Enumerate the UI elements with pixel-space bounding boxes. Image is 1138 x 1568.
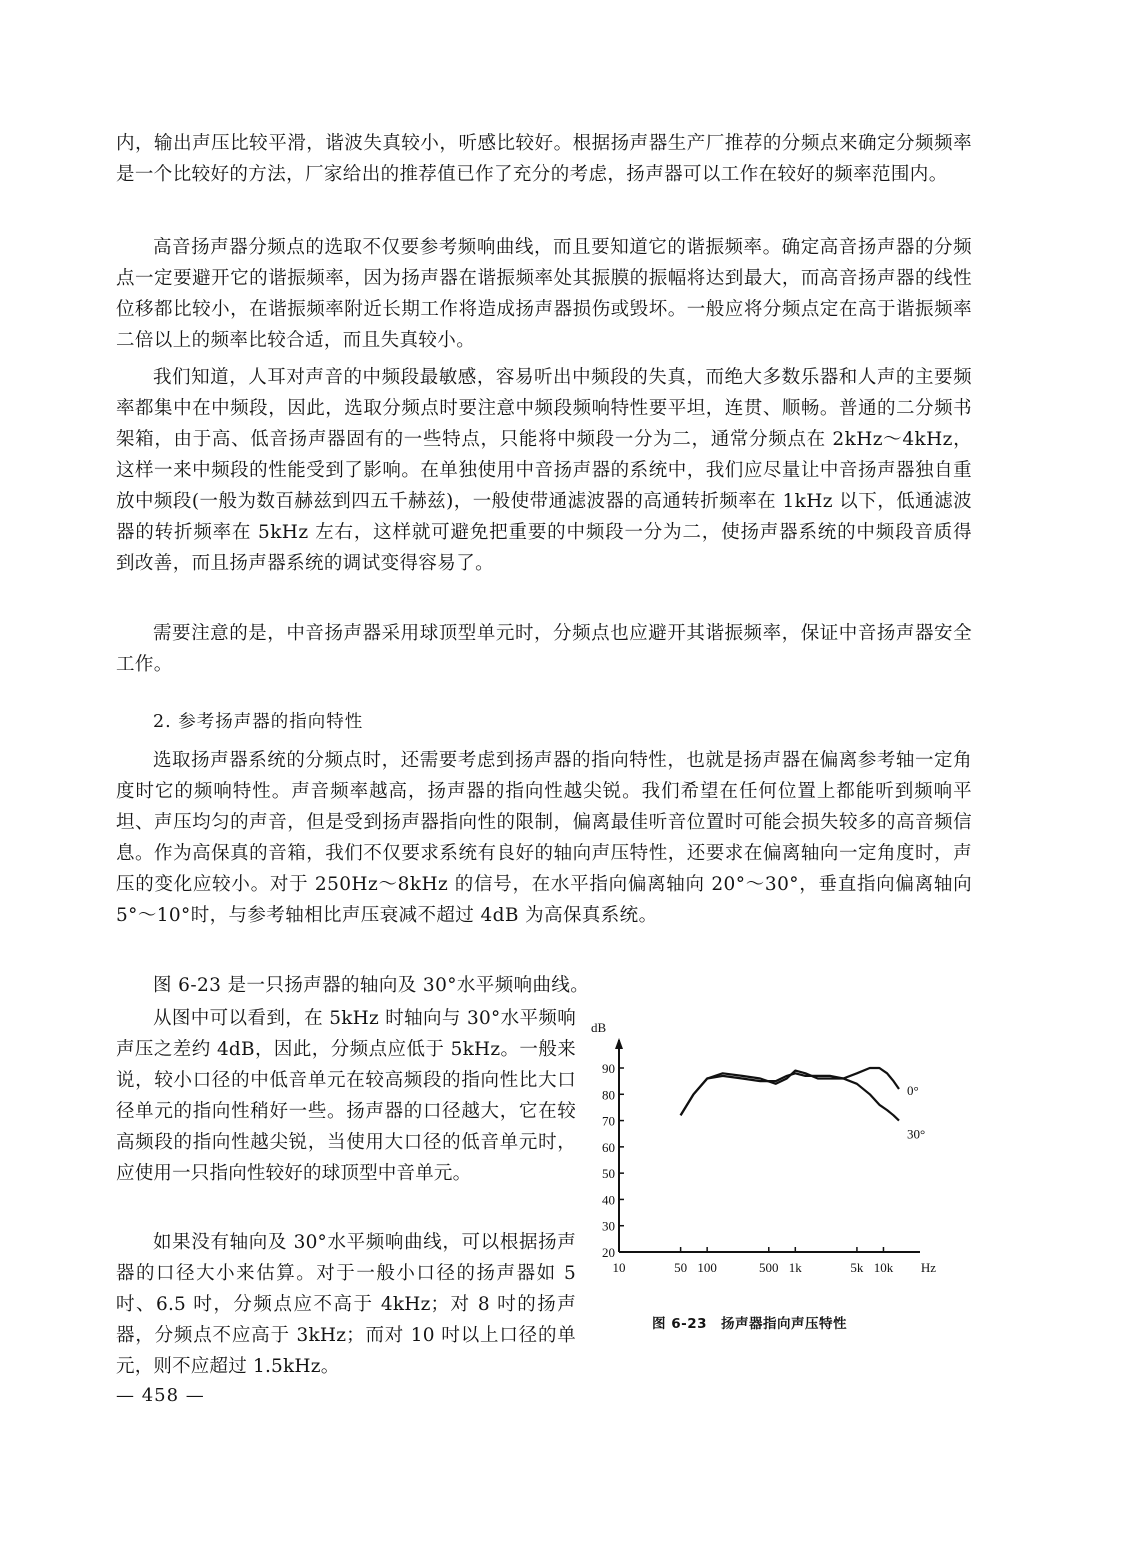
y-tick-label: 70 xyxy=(602,1113,615,1129)
directivity-chart xyxy=(590,1016,950,1296)
page-number: — 458 — xyxy=(116,1385,205,1406)
series-label-30deg: 30° xyxy=(906,1126,926,1142)
x-tick-label: 10 xyxy=(612,1260,626,1275)
chart-svg xyxy=(590,1016,950,1296)
chart-labels xyxy=(591,1020,936,1275)
x-tick-label: 100 xyxy=(697,1260,717,1275)
x-tick-label: 50 xyxy=(674,1260,688,1275)
y-tick-label: 80 xyxy=(602,1087,615,1103)
x-tick-label: 500 xyxy=(759,1260,779,1275)
y-tick-label: 20 xyxy=(602,1245,615,1260)
y-tick-label: 90 xyxy=(602,1061,615,1076)
body-paragraph-3: 我们知道，人耳对声音的中频段最敏感，容易听出中频段的失真，而绝大多数乐器和人声的主要频率都集中在中频段，因此，选取分频点时要注意中频段频响特性要平坦，连贯、顺畅。普通的二分频书架箱，由于高、低音扬声器固有的一些特点，只能将中频段一分为二，通常分频点在 2kHz～4kHz，这样一来中频段的性能受到了影响。在单独使用中音扬声器的系统中，我们应尽量让中音扬声器独自重放中频段(一般为数百赫兹到四五千赫兹)，一般使带通滤波器的高通转折频率在 1kHz 以下，低通滤波器的转折频率在 5kHz 左右，这样就可避免把重要的中频段一分为二，使扬声器系统的中频段音质得到改善，而且扬声器系统的调试变得容易了。 xyxy=(116,367,972,574)
body-paragraph-1: 内，输出声压比较平滑，谐波失真较小，听感比较好。根据扬声器生产厂推荐的分频点来确定分频频率是一个比较好的方法，厂家给出的推荐值已作了充分的考虑，扬声器可以工作在较好的频率范围内。 xyxy=(116,133,972,185)
side-paragraph-2: 如果没有轴向及 30°水平频响曲线，可以根据扬声器的口径大小来估算。对于一般小口径的扬声器如 5 吋、6.5 吋，分频点应不高于 4kHz；对 8 吋的扬声器，分频点不应高于 3kHz；而对 10 吋以上口径的单元，则不应超过 1.5kHz。 xyxy=(116,1232,576,1377)
y-axis-arrow xyxy=(615,1038,623,1049)
chart-ticks xyxy=(602,1061,894,1275)
y-axis-label: dB xyxy=(591,1020,607,1035)
x-axis-label: Hz xyxy=(920,1260,936,1275)
figure-reference-paragraph: 图 6-23 是一只扬声器的轴向及 30°水平频响曲线。 xyxy=(153,975,590,996)
side-paragraph-1: 从图中可以看到，在 5kHz 时轴向与 30°水平频响声压之差约 4dB，因此，分频点应低于 5kHz。一般来说，较小口径的中低音单元在较高频段的指向性比大口径单元的指向性稍好一些。扬声器的口径越大，它在较高频段的指向性越尖锐，当使用大口径的低音单元时，应使用一只指向性较好的球顶型中音单元。 xyxy=(116,1008,576,1184)
series-label-0deg: 0° xyxy=(906,1083,919,1099)
x-tick-label: 10k xyxy=(873,1260,894,1275)
figure-caption: 图 6-23 扬声器指向声压特性 xyxy=(652,1316,847,1332)
y-tick-label: 50 xyxy=(602,1166,615,1182)
y-tick-label: 60 xyxy=(602,1139,615,1155)
body-paragraph-2: 高音扬声器分频点的选取不仅要参考频响曲线，而且要知道它的谐振频率。确定高音扬声器的分频点一定要避开它的谐振频率，因为扬声器在谐振频率处其振膜的振幅将达到最大，而高音扬声器的线性位移都比较小，在谐振频率附近长期工作将造成扬声器损伤或毁坏。一般应将分频点定在高于谐振频率二倍以上的频率比较合适，而且失真较小。 xyxy=(116,237,972,351)
y-tick-label: 30 xyxy=(602,1218,615,1234)
x-tick-label: 1k xyxy=(788,1260,802,1275)
section-heading: 2. 参考扬声器的指向特性 xyxy=(153,712,364,732)
body-paragraph-4: 需要注意的是，中音扬声器采用球顶型单元时，分频点也应避开其谐振频率，保证中音扬声器安全工作。 xyxy=(116,623,972,675)
series-line-30deg xyxy=(681,1073,899,1120)
chart-lines xyxy=(681,1068,926,1142)
y-tick-label: 40 xyxy=(602,1192,615,1208)
body-paragraph-5: 选取扬声器系统的分频点时，还需要考虑到扬声器的指向特性，也就是扬声器在偏离参考轴一定角度时它的频响特性。声音频率越高，扬声器的指向性越尖锐。我们希望在任何位置上都能听到频响平坦、声压均匀的声音，但是受到扬声器指向性的限制，偏离最佳听音位置时可能会损失较多的高音频信息。作为高保真的音箱，我们不仅要求系统有良好的轴向声压特性，还要求在偏离轴向一定角度时，声压的变化应较小。对于 250Hz～8kHz 的信号，在水平指向偏离轴向 20°～30°，垂直指向偏离轴向 5°～10°时，与参考轴相比声压衰减不超过 4dB 为高保真系统。 xyxy=(116,750,972,926)
chart-axes xyxy=(615,1038,920,1252)
x-tick-label: 5k xyxy=(850,1260,864,1275)
